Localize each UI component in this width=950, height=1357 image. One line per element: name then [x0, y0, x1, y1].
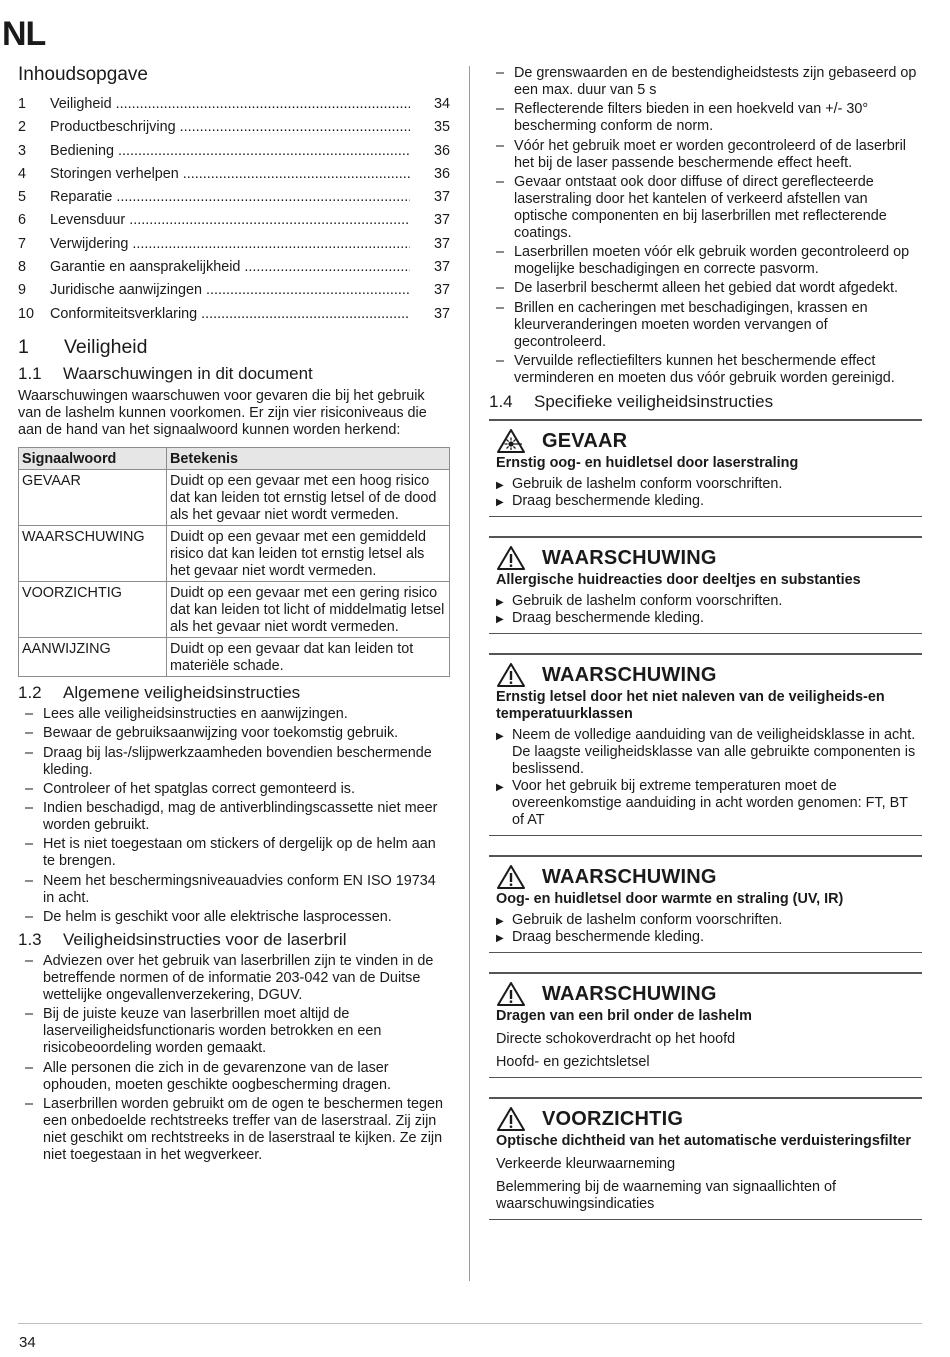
- signal-word-table: [18, 447, 450, 677]
- subsection-number: 1.1: [18, 363, 42, 383]
- warning-consequence: Belemmering bij de waarneming van signaallichten of waarschuwingsindicaties: [496, 1179, 836, 1213]
- subsection-number: 1.2: [18, 682, 42, 702]
- toc-item-num: 2: [18, 119, 27, 136]
- warning-header: [496, 1105, 916, 1133]
- toc-item-num: 4: [18, 165, 27, 182]
- toc-item-num: 10: [18, 305, 35, 322]
- warning-header: [496, 661, 916, 689]
- toc-item-title: Reparatie .....: [50, 186, 410, 209]
- toc-item-title: Conformiteitsverklaring .....: [50, 303, 410, 326]
- toc-item-title: Bediening .....: [50, 140, 410, 163]
- laser-warning-icon: [496, 428, 526, 454]
- signal-word: GEVAAR: [19, 469, 167, 525]
- toc-item-page: 34: [433, 96, 450, 112]
- warning-title: WAARSCHUWING: [542, 982, 717, 1005]
- warning-consequence: Directe schokoverdracht op het hoofd: [496, 1031, 736, 1048]
- list-item: ▶ Draag beschermende kleding.: [496, 493, 916, 510]
- toc-item-num: 7: [18, 235, 27, 252]
- warning-subtitle: Ernstig oog- en huidletsel door laserstraling: [496, 455, 799, 472]
- warning-actions: [496, 476, 916, 510]
- warning-subtitle: Optische dichtheid van het automatische verduisteringsfilter: [496, 1133, 912, 1150]
- section-number: 1: [18, 335, 29, 358]
- section-heading: [18, 334, 450, 360]
- toc-item-num: 5: [18, 189, 27, 206]
- toc-item-num: 1: [18, 96, 27, 112]
- warning-box-danger: [489, 419, 922, 517]
- warning-triangle-icon: [496, 864, 526, 890]
- warning-box: [489, 653, 922, 836]
- toc-item-num: 9: [18, 282, 27, 299]
- subsection-title: Algemene veiligheidsinstructies: [63, 682, 301, 702]
- toc-item-page: 36: [433, 165, 450, 182]
- list-item: – Bij de juiste keuze van laserbrillen moet altijd de laserveiligheidsfunctionaris worden betrokken en een risicobeoordeling worden gemaakt.: [18, 1006, 450, 1057]
- list-item: – Het is niet toegestaan om stickers of dergelijk op de helm aan te brengen.: [18, 836, 450, 870]
- subsection-title: Veiligheidsinstructies voor de laserbril: [63, 930, 347, 950]
- warning-header: [496, 544, 916, 572]
- toc-item[interactable]: [18, 186, 450, 209]
- signal-meaning: Duidt op een gevaar dat kan leiden tot materiële schade.: [167, 637, 450, 676]
- toc-item-page: 36: [433, 142, 450, 159]
- signal-meaning: Duidt op een gevaar met een gemiddeld risico dat kan leiden tot ernstig letsel als het gevaar niet wordt vermeden.: [167, 525, 450, 581]
- list-item: ▶ Voor het gebruik bij extreme temperaturen moet de overeenkomstige aanduiding in acht worden genomen: FT, BT of AT: [496, 778, 916, 829]
- warning-subtitle: Allergische huidreacties door deeltjes en substanties: [496, 572, 861, 589]
- list-item: – De laserbril beschermt alleen het gebied dat wordt afgedekt.: [489, 280, 922, 297]
- toc-item[interactable]: [18, 163, 450, 186]
- general-instructions-list: [18, 706, 450, 926]
- toc-list: [18, 93, 450, 326]
- toc-item-page: 37: [433, 189, 450, 206]
- right-column: [489, 62, 922, 1220]
- warning-box: [489, 536, 922, 634]
- warning-consequence: Verkeerde kleurwaarneming: [496, 1156, 676, 1173]
- toc-item[interactable]: [18, 140, 450, 163]
- laser-instructions-list-continued: [489, 65, 922, 387]
- list-item: ▶ Gebruik de lashelm conform voorschriften.: [496, 476, 916, 493]
- list-item: – Vóór het gebruik moet er worden gecontroleerd of de laserbril het bij de laser passende beschermende effect heeft.: [489, 138, 922, 172]
- toc-item-title: Juridische aanwijzingen .....: [50, 279, 410, 302]
- list-item: ▶ Draag beschermende kleding.: [496, 610, 916, 627]
- list-item: – Laserbrillen worden gebruikt om de ogen te beschermen tegen een onbedoelde rechtstreeks treffer van de laserstraal. Zij zijn niet geschikt om rechtstreeks in de laserstraal te kijken. Ze zijn niet toegestaan in het wegverkeer.: [18, 1096, 450, 1164]
- list-item: – Brillen en cacheringen met beschadigingen, krassen en kleurveranderingen moeten worden vervangen of gecontroleerd.: [489, 300, 922, 351]
- subsection-heading: [18, 363, 450, 385]
- page-number: 34: [19, 1334, 36, 1351]
- warning-title: WAARSCHUWING: [542, 663, 717, 686]
- table-header-row: [19, 447, 450, 469]
- list-item: – Neem het beschermingsniveauadvies conform EN ISO 19734 in acht.: [18, 873, 450, 907]
- warning-header: [496, 427, 916, 455]
- signal-word: AANWIJZING: [19, 637, 167, 676]
- signal-meaning: Duidt op een gevaar met een hoog risico dat kan leiden tot ernstig letsel of de dood als het gevaar niet wordt vermeden.: [167, 469, 450, 525]
- list-item: ▶ Neem de volledige aanduiding van de veiligheidsklasse in acht. De laagste veiligheidsklasse van alle gebruikte componenten is beslissend.: [496, 727, 916, 778]
- toc-item-num: 8: [18, 259, 27, 276]
- table-row: [19, 581, 450, 637]
- table-header-cell: Signaalwoord: [19, 447, 167, 469]
- list-item: – De grenswaarden en de bestendigheidstests zijn gebaseerd op een max. duur van 5 s: [489, 65, 922, 99]
- toc-item-num: 6: [18, 212, 27, 229]
- subsection-heading: [489, 391, 922, 413]
- warning-title: GEVAAR: [542, 429, 628, 452]
- toc-item[interactable]: [18, 116, 450, 139]
- subsection-heading: [18, 929, 450, 951]
- subsection-number: 1.3: [18, 930, 42, 950]
- toc-item-title: Garantie en aansprakelijkheid .....: [50, 256, 410, 279]
- toc-item-title: Verwijdering .....: [50, 233, 410, 256]
- list-item: – Vervuilde reflectiefilters kunnen het beschermende effect verminderen en moeten dus vóór gebruik worden gereinigd.: [489, 353, 922, 387]
- laser-instructions-list: [18, 953, 450, 1164]
- toc-item-page: 35: [433, 119, 450, 136]
- warning-box: [489, 855, 922, 953]
- signal-word: VOORZICHTIG: [19, 581, 167, 637]
- table-row: [19, 637, 450, 676]
- toc-item[interactable]: [18, 279, 450, 302]
- list-item: ▶ Draag beschermende kleding.: [496, 929, 916, 946]
- list-item: – Lees alle veiligheidsinstructies en aanwijzingen.: [18, 706, 450, 723]
- warning-box-caution: [489, 1097, 922, 1220]
- toc-item[interactable]: [18, 256, 450, 279]
- toc-item[interactable]: [18, 93, 450, 116]
- list-item: – Controleer of het spatglas correct gemonteerd is.: [18, 781, 450, 798]
- list-item: – Adviezen over het gebruik van laserbrillen zijn te vinden in de betreffende normen of de informatie 203-042 van de Duitse wettelijke ongevallenverzekering, DGUV.: [18, 953, 450, 1004]
- toc-item-page: 37: [433, 212, 450, 229]
- warning-triangle-icon: [496, 545, 526, 571]
- toc-item-title: Veiligheid .....: [50, 93, 410, 116]
- list-item: – Gevaar ontstaat ook door diffuse of direct gereflecteerde laserstraling door het kantelen of verkeerd afstellen van optische componenten en bij laserbrillen met reflecterende coatings.: [489, 174, 922, 242]
- warning-consequence: Hoofd- en gezichtsletsel: [496, 1054, 650, 1071]
- warning-header: [496, 863, 916, 891]
- toc-item[interactable]: [18, 209, 450, 232]
- warning-actions: [496, 593, 916, 627]
- warning-triangle-icon: [496, 662, 526, 688]
- warning-title: WAARSCHUWING: [542, 546, 717, 569]
- subsection-heading: [18, 682, 450, 704]
- list-item: ▶ Gebruik de lashelm conform voorschriften.: [496, 593, 916, 610]
- table-row: [19, 469, 450, 525]
- list-item: – De helm is geschikt voor alle elektrische lasprocessen.: [18, 909, 450, 926]
- table-header-cell: Betekenis: [167, 447, 450, 469]
- intro-paragraph: Waarschuwingen waarschuwen voor gevaren die bij het gebruik van de lashelm kunnen voorkomen. Er zijn vier risiconiveaus die aan de hand van het signaalwoord kunnen worden herkend:: [18, 387, 427, 438]
- warning-triangle-icon: [496, 1106, 526, 1132]
- list-item: ▶ Gebruik de lashelm conform voorschriften.: [496, 912, 916, 929]
- warning-subtitle: Dragen van een bril onder de lashelm: [496, 1008, 752, 1025]
- warning-subtitle: Ernstig letsel door het niet naleven van de veiligheids-en temperatuurklassen: [496, 689, 885, 723]
- toc-item[interactable]: [18, 233, 450, 256]
- subsection-title: Specifieke veiligheidsinstructies: [534, 392, 774, 412]
- toc-item-title: Levensduur .....: [50, 209, 410, 232]
- warning-triangle-icon: [496, 981, 526, 1007]
- warning-subtitle: Oog- en huidletsel door warmte en straling (UV, IR): [496, 891, 844, 908]
- list-item: – Reflecterende filters bieden in een hoekveld van +/- 30° bescherming conform de norm.: [489, 101, 922, 135]
- warning-title: WAARSCHUWING: [542, 865, 717, 888]
- table-row: [19, 525, 450, 581]
- signal-meaning: Duidt op een gevaar met een gering risico dat kan leiden tot licht of middelmatig letsel als het gevaar niet wordt vermeden.: [167, 581, 450, 637]
- language-code: NL: [2, 15, 46, 53]
- warning-header: [496, 980, 916, 1008]
- warning-actions: [496, 727, 916, 829]
- toc-item-title: Productbeschrijving .....: [50, 116, 410, 139]
- column-divider: [469, 66, 470, 1281]
- warning-actions: [496, 912, 916, 946]
- signal-word: WAARSCHUWING: [19, 525, 167, 581]
- list-item: – Alle personen die zich in de gevarenzone van de laser ophouden, moeten geschikte oogbescherming dragen.: [18, 1060, 450, 1094]
- toc-item-page: 37: [433, 305, 450, 322]
- toc-item-num: 3: [18, 142, 27, 159]
- toc-item-page: 37: [433, 282, 450, 299]
- list-item: – Draag bij las-/slijpwerkzaamheden bovendien beschermende kleding.: [18, 745, 450, 779]
- subsection-title: Waarschuwingen in dit document: [63, 363, 313, 383]
- section-title: Veiligheid: [64, 335, 148, 358]
- list-item: – Laserbrillen moeten vóór elk gebruik worden gecontroleerd op mogelijke beschadigingen en correcte pasvorm.: [489, 244, 922, 278]
- footer-divider: [18, 1323, 922, 1324]
- left-column: [18, 62, 450, 1166]
- list-item: – Indien beschadigd, mag de antiverblindingscassette niet meer worden gebruikt.: [18, 800, 450, 834]
- warning-box: [489, 972, 922, 1078]
- warning-title: VOORZICHTIG: [542, 1107, 684, 1130]
- toc-item-page: 37: [433, 259, 450, 276]
- toc-title: Inhoudsopgave: [18, 64, 148, 85]
- toc-item-page: 37: [433, 235, 450, 252]
- subsection-number: 1.4: [489, 392, 513, 412]
- toc-item[interactable]: [18, 303, 450, 326]
- toc-item-title: Storingen verhelpen .....: [50, 163, 410, 186]
- list-item: – Bewaar de gebruiksaanwijzing voor toekomstig gebruik.: [18, 725, 450, 742]
